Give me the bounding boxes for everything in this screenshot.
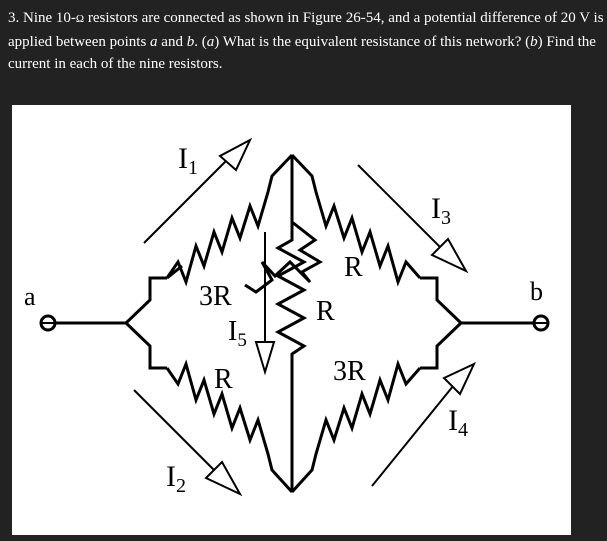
ohm-symbol: Ω	[75, 13, 85, 25]
i5-arrowhead	[256, 342, 274, 372]
i1-arrowhead	[220, 140, 250, 170]
i2-arrow-shaft	[134, 390, 222, 478]
label-i2: $I_2$	[166, 460, 186, 497]
problem-text-4: . (	[194, 33, 207, 50]
label-resistor-r-lower-left: R	[214, 364, 233, 395]
label-terminal-b: b	[530, 277, 543, 306]
label-i5: $I_5$	[228, 316, 247, 351]
part-a-ref: a	[206, 33, 215, 50]
problem-text-3: and	[157, 33, 187, 50]
problem-number: 3.	[8, 10, 20, 26]
point-b-ref: b	[186, 33, 195, 50]
label-resistor-r-center: R	[316, 296, 335, 327]
problem-text-2: resistors are connected as shown in Figure 26-54, and a potential difference of 20 V is applied between points	[8, 10, 604, 50]
problem-text-6: ) Find the current in each of the nine resistors.	[8, 33, 596, 72]
point-a-ref: a	[150, 33, 158, 50]
label-terminal-a: a	[24, 282, 36, 311]
wire-left-lower	[126, 323, 167, 368]
label-resistor-3r-left: 3R	[199, 281, 232, 312]
problem-text-5: ) What is the equivalent resistance of this network? (	[214, 33, 531, 50]
resistor-center	[278, 155, 304, 492]
problem-text-1: Nine 10-	[23, 10, 76, 26]
label-i3: $I_3$	[431, 192, 451, 229]
wire-right-upper	[420, 278, 461, 323]
label-resistor-3r-right: 3R	[333, 356, 366, 387]
label-i1: $I_1$	[178, 142, 198, 179]
part-b-ref: b	[530, 33, 538, 50]
i4-arrowhead	[444, 364, 474, 394]
label-i4: $I_4$	[448, 404, 468, 441]
wire-right-lower	[420, 323, 461, 368]
label-resistor-r-upper-right: R	[344, 252, 363, 283]
wire-left-upper	[126, 278, 167, 323]
